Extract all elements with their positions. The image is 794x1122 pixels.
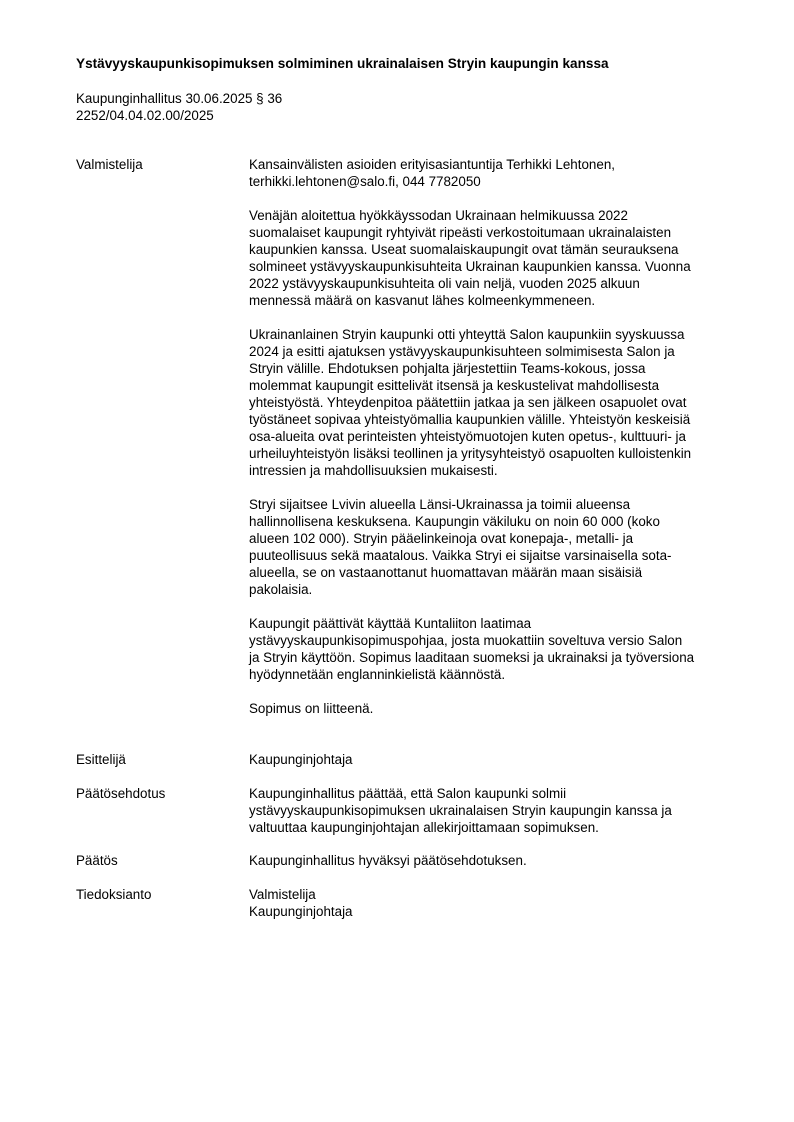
text-line: intressien ja mahdollisuuksien mukaisesti. bbox=[249, 463, 498, 478]
paragraph-stryi-info bbox=[249, 496, 749, 598]
text-line: hyödynnetään englanninkielistä käännöstä. bbox=[249, 667, 506, 682]
text-line: Venäjän aloitettua hyökkäyssodan Ukrainaan helmikuussa 2022 bbox=[249, 208, 628, 223]
paragraph-agreement-template bbox=[249, 615, 749, 683]
text-line: 2024 ja esitti ajatuksen ystävyyskaupunkisuhteen solmimisesta Salon ja bbox=[249, 344, 675, 359]
text-line: kaupunkien kanssa. Useat suomalaiskaupungit ovat tämän seurauksena bbox=[249, 242, 679, 257]
recipient-line: Valmistelija bbox=[249, 887, 316, 902]
section-label-paatosehdotus: Päätösehdotus bbox=[76, 786, 166, 801]
section-label-valmistelija: Valmistelija bbox=[76, 157, 143, 172]
text-line: ystävyyskaupunkisopimuspohjaa, josta muokattiin soveltuva versio Salon bbox=[249, 633, 683, 648]
tiedoksianto-content bbox=[249, 886, 749, 920]
text-line: Kaupungit päättivät käyttää Kuntaliiton laatimaa bbox=[249, 616, 532, 631]
paatos-value: Kaupunginhallitus hyväksyi päätösehdotuksen. bbox=[249, 853, 527, 868]
text-line: mennessä määrä on kasvanut lähes kolmeenkymmeneen. bbox=[249, 293, 596, 308]
text-line: alueen 102 000). Stryin pääelinkeinoja ovat konepaja-, metalli- ja bbox=[249, 531, 634, 546]
meeting-reference: Kaupunginhallitus 30.06.2025 § 36 bbox=[76, 91, 283, 106]
text-line: Stryi sijaitsee Lvivin alueella Länsi-Ukrainassa ja toimii alueensa bbox=[249, 497, 631, 512]
valmistelija-content bbox=[249, 156, 749, 734]
text-line: Kaupunginhallitus päättää, että Salon kaupunki solmii bbox=[249, 786, 567, 801]
text-line: osa-alueita ovat perinteisten yhteistyömuotojen kuten opetus-, kulttuuri- ja bbox=[249, 429, 686, 444]
text-line: 2022 ystävyyskaupunkisuhteita oli vain neljä, vuoden 2025 alkuun bbox=[249, 276, 640, 291]
text-line: Stryin välille. Ehdotuksen pohjalta järjestettiin Teams-kokous, jossa bbox=[249, 361, 646, 376]
text-line: ystävyyskaupunkisopimuksen ukrainalaisen Stryin kaupungin kanssa ja bbox=[249, 803, 672, 818]
preparer-line: Kansainvälisten asioiden erityisasiantuntija Terhikki Lehtonen, bbox=[249, 157, 615, 172]
paragraph-contact-history bbox=[249, 326, 749, 479]
text-line: puuteollisuus sekä maatalous. Vaikka Stryi ei sijaitse varsinaisella sota- bbox=[249, 548, 672, 563]
text-line: Sopimus on liitteenä. bbox=[249, 701, 374, 716]
paragraph-background bbox=[249, 207, 749, 309]
document-title: Ystävyyskaupunkisopimuksen solmiminen ukrainalaisen Stryin kaupungin kanssa bbox=[76, 56, 609, 71]
esittelija-value: Kaupunginjohtaja bbox=[249, 752, 353, 767]
section-label-paatos: Päätös bbox=[76, 853, 118, 868]
section-label-esittelija: Esittelijä bbox=[76, 752, 126, 767]
text-line: urheiluyhteistyön lisäksi teollinen ja yritysyhteistyö osapuolten kulloistenkin bbox=[249, 446, 692, 461]
recipient-line: Kaupunginjohtaja bbox=[249, 904, 353, 919]
text-line: ja Stryin käyttöön. Sopimus laaditaan suomeksi ja ukrainaksi ja työversiona bbox=[249, 650, 695, 665]
document-meta bbox=[76, 90, 282, 124]
paatosehdotus-content bbox=[249, 785, 749, 836]
text-line: hallinnollisena keskuksena. Kaupungin väkiluku on noin 60 000 (koko bbox=[249, 514, 660, 529]
text-line: valtuuttaa kaupunginjohtajan allekirjoittamaan sopimuksen. bbox=[249, 820, 599, 835]
section-label-tiedoksianto: Tiedoksianto bbox=[76, 887, 152, 902]
text-line: Ukrainanlainen Stryin kaupunki otti yhteyttä Salon kaupunkiin syyskuussa bbox=[249, 327, 685, 342]
text-line: solmineet ystävyyskaupunkisuhteita Ukrainan kaupunkien kanssa. Vuonna bbox=[249, 259, 691, 274]
text-line: pakolaisia. bbox=[249, 582, 313, 597]
record-id: 2252/04.04.02.00/2025 bbox=[76, 108, 214, 123]
preparer-info bbox=[249, 156, 749, 190]
text-line: alueella, se on vastaanottanut huomattavan määrän maan sisäisiä bbox=[249, 565, 643, 580]
text-line: yhteistyöstä. Yhteydenpitoa päätettiin jatkaa ja sen jälkeen osapuolet ovat bbox=[249, 395, 687, 410]
text-line: työstäneet sopivaa yhteistyömallia kaupunkien välille. Yhteistyön keskeisiä bbox=[249, 412, 691, 427]
text-line: suomalaiset kaupungit ryhtyivät ripeästi verkostoitumaan ukrainalaisten bbox=[249, 225, 672, 240]
preparer-contact-line: terhikki.lehtonen@salo.fi, 044 7782050 bbox=[249, 174, 481, 189]
text-line: molemmat kaupungit esittelivät itsensä ja keskustelivat mahdollisesta bbox=[249, 378, 660, 393]
paragraph-attachment-note bbox=[249, 700, 749, 717]
